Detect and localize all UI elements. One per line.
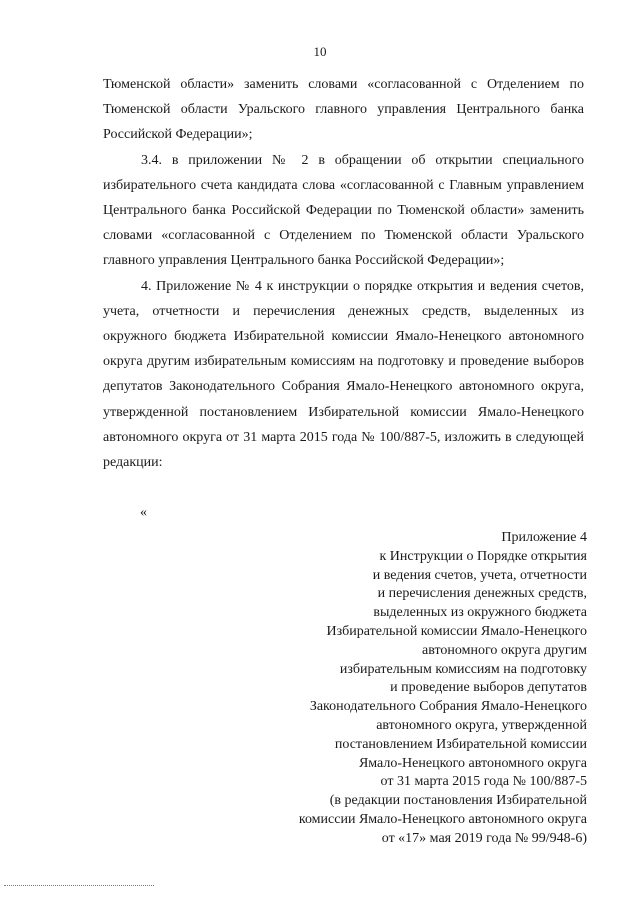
paragraph-item-4: 4. Приложение № 4 к инструкции о порядке открытия и ведения счетов, учета, отчетности и перечисления денежных средств, выделенных из окружного бюджета Избирательной комиссии Ямало-Ненецкого автономного округа другим избирательным комиссиям на подготовку и проведение выборов депутатов Законодательного Собрания Ямало-Ненецкого автономного округа, утвержденной постановлением Избирательной комиссии Ямало-Ненецкого автономного округа от 31 марта 2015 года № 100/887-5, изложить в следующей редакции: [103,278,584,471]
appendix-line: постановлением Избирательной комиссии [334,736,587,752]
appendix-line: Приложение 4 [501,530,587,545]
opening-quote-mark: « [140,505,147,520]
page-number: 10 [313,44,327,59]
appendix-line: Избирательной комиссии Ямало-Ненецкого [326,623,587,639]
document-body [103,72,584,475]
appendix-line: и перечисления денежных средств, [377,586,587,602]
appendix-line: автономного округа другим [422,642,587,658]
appendix-line: Законодательного Собрания Ямало-Ненецкого [309,699,587,715]
appendix-line: выделенных из окружного бюджета [373,605,587,621]
paragraph-item-3-4: 3.4. в приложении № 2 в обращении об открытии специального избирательного счета кандидата слова «согласованной с Главным управлением Центрального банка Российской Федерации по Тюменской области» заменить словами «согласованной с Отделением по Тюменской области Уральского главного управления Центрального банка Российской Федерации»; [103,152,584,269]
appendix-line: комиссии Ямало-Ненецкого автономного округа [298,811,587,827]
appendix-line: Ямало-Ненецкого автономного округа [358,755,587,771]
appendix-line: и проведение выборов депутатов [390,680,587,696]
footer-divider [4,885,154,886]
appendix-line: и ведения счетов, учета, отчетности [372,567,587,583]
paragraph-continuation: Тюменской области» заменить словами «согласованной с Отделением по Тюменской области Уральского главного управления Центрального банка Российской Федерации»; [103,77,584,143]
appendix-line: избирательным комиссиям на подготовку [339,661,587,677]
appendix-line: (в редакции постановления Избирательной [329,793,587,809]
appendix-line: от «17» мая 2019 года № 99/948-6) [381,830,587,846]
appendix-line: автономного округа, утвержденной [376,717,587,733]
appendix-header [270,529,587,849]
appendix-line: от 31 марта 2015 года № 100/887-5 [380,774,587,790]
appendix-line: к Инструкции о Порядке открытия [379,548,587,564]
